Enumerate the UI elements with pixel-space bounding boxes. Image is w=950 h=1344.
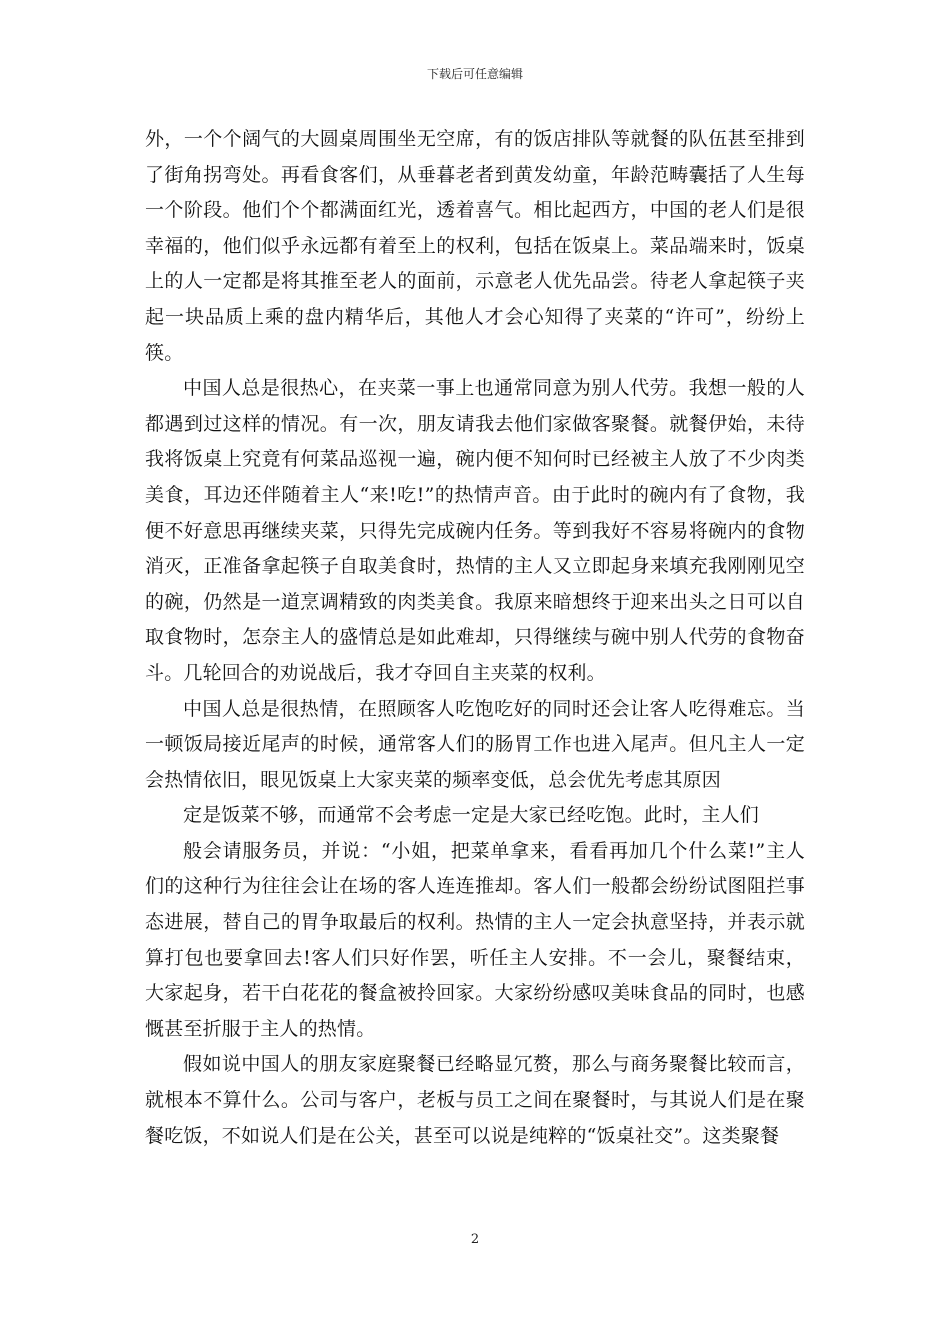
paragraph-5: 般会请服务员，并说：“小姐，把菜单拿来，看看再加几个什么菜!”主人们的这种行为往往会让在场的客人连连推却。客人们一般都会纷纷试图阻拦事态进展，替自己的胃争取最后的权利。热情的主人一定会执意坚持，并表示就算打包也要拿回去!客人们只好作罢，听任主人安排。不一会儿，聚餐结束，大家起身，若干白花花的餐盒被拎回家。大家纷纷感叹美味食品的同时，也感慨甚至折服于主人的热情。 [145, 839, 805, 1040]
paragraph-4: 定是饭菜不够，而通常不会考虑一定是大家已经吃饱。此时，主人们 [183, 804, 760, 827]
paragraph-1: 外，一个个阔气的大圆桌周围坐无空席，有的饭店排队等就餐的队伍甚至排到了街角拐弯处。再看食客们，从垂暮老者到黄发幼童，年龄范畴囊括了人生每一个阶段。他们个个都满面红光，透着喜气。相比起西方，中国的老人们是很幸福的，他们似乎永远都有着至上的权利，包括在饭桌上。菜品端来时，饭桌上的人一定都是将其推至老人的面前，示意老人优先品尝。待老人拿起筷子夹起一块品质上乘的盘内精华后，其他人才会心知得了夹菜的“许可”，纷纷上筷。 [145, 128, 805, 364]
document-body [145, 122, 805, 1154]
paragraph-3: 中国人总是很热情，在照顾客人吃饱吃好的同时还会让客人吃得难忘。当一顿饭局接近尾声的时候，通常客人们的肠胃工作也进入尾声。但凡主人一定会热情依旧，眼见饭桌上大家夹菜的频率变低，总会优先考虑其原因 [145, 697, 805, 791]
page-number: 2 [470, 1232, 480, 1247]
paragraph-2: 中国人总是很热心，在夹菜一事上也通常同意为别人代劳。我想一般的人都遇到过这样的情况。有一次，朋友请我去他们家做客聚餐。就餐伊始，未待我将饭桌上究竟有何菜品巡视一遍，碗内便不知何时已经被主人放了不少肉类美食，耳边还伴随着主人“来!吃!”的热情声音。由于此时的碗内有了食物，我便不好意思再继续夹菜，只得先完成碗内任务。等到我好不容易将碗内的食物消灭，正准备拿起筷子自取美食时，热情的主人又立即起身来填充我刚刚见空的碗，仍然是一道烹调精致的肉类美食。我原来暗想终于迎来出头之日可以自取食物时，怎奈主人的盛情总是如此难却，只得继续与碗中别人代劳的食物奋斗。几轮回合的劝说战后，我才夺回自主夹菜的权利。 [145, 377, 805, 684]
page-header: 下载后可任意编辑 [426, 67, 523, 81]
paragraph-6: 假如说中国人的朋友家庭聚餐已经略显冗赘，那么与商务聚餐比较而言，就根本不算什么。公司与客户，老板与员工之间在聚餐时，与其说人们是在聚餐吃饭，不如说人们是在公关，甚至可以说是纯粹的“饭桌社交”。这类聚餐 [145, 1053, 805, 1147]
